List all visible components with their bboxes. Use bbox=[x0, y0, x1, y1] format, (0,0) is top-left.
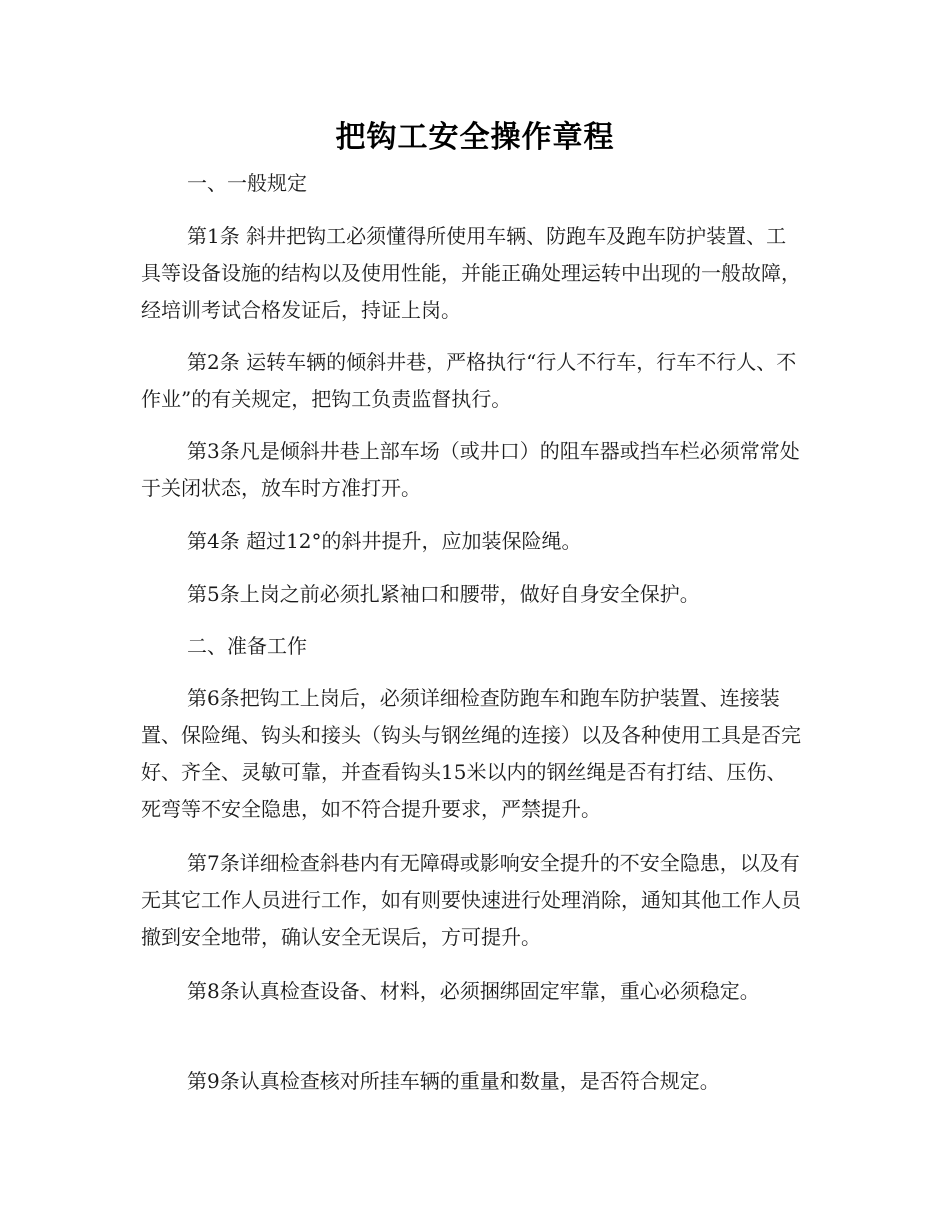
article-6: 第6条把钩工上岗后，必须详细检查防跑车和跑车防护装置、连接装置、保险绳、钩头和接头（钩头与钢丝绳的连接）以及各种使用工具是否完好、齐全、灵敏可靠，并查看钩头15米以内的钢丝绳是否有打结、压伤、死弯等不安全隐患，如不符合提升要求，严禁提升。 bbox=[141, 686, 801, 821]
article-2: 第2条 运转车辆的倾斜井巷，严格执行“行人不行车，行车不行人、不作业”的有关规定，把钩工负责监督执行。 bbox=[141, 350, 797, 411]
section-heading-general: 一、一般规定 bbox=[187, 171, 307, 195]
section-heading-preparation: 二、准备工作 bbox=[187, 634, 307, 658]
article-3: 第3条凡是倾斜井巷上部车场（或井口）的阻车器或挡车栏必须常常处于关闭状态，放车时方准打开。 bbox=[141, 439, 800, 500]
document-title: 把钩工安全操作章程 bbox=[335, 120, 615, 155]
article-1: 第1条 斜井把钩工必须懂得所使用车辆、防跑车及跑车防护装置、工具等设备设施的结构以及使用性能，并能正确处理运转中出现的一般故障，经培训考试合格发证后，持证上岗。 bbox=[141, 224, 801, 322]
article-5: 第5条上岗之前必须扎紧袖口和腰带，做好自身安全保护。 bbox=[187, 582, 700, 606]
article-4: 第4条 超过12°的斜井提升，应加装保险绳。 bbox=[187, 529, 582, 553]
article-8: 第8条认真检查设备、材料，必须捆绑固定牢靠，重心必须稳定。 bbox=[187, 979, 760, 1003]
article-7: 第7条详细检查斜巷内有无障碍或影响安全提升的不安全隐患，以及有无其它工作人员进行工作，如有则要快速进行处理消除，通知其他工作人员撤到安全地带，确认安全无误后，方可提升。 bbox=[141, 851, 801, 949]
article-9: 第9条认真检查核对所挂车辆的重量和数量，是否符合规定。 bbox=[187, 1069, 720, 1093]
